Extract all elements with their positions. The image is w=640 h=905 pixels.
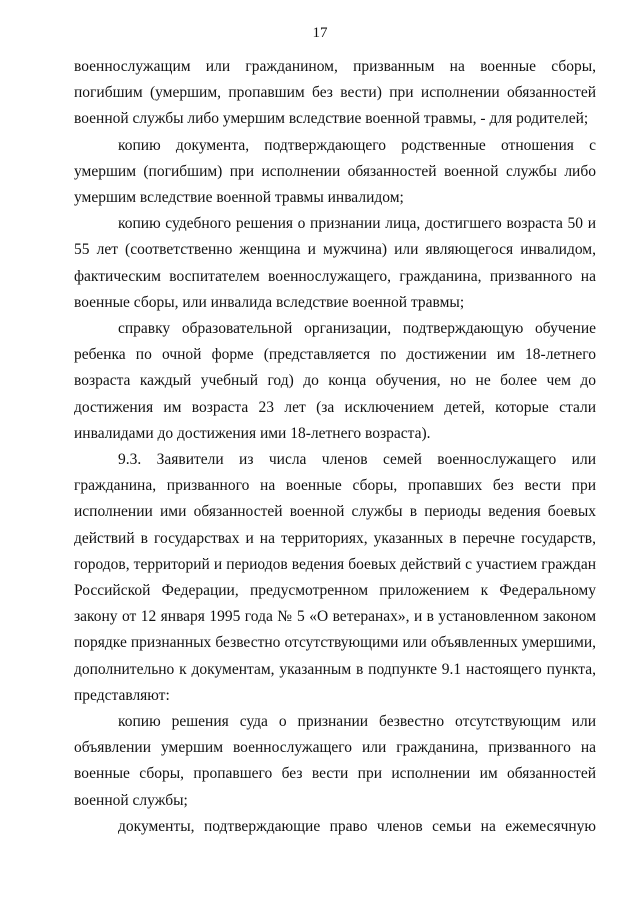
paragraph-documents-right: документы, подтверждающие право членов семьи на ежемесячную	[118, 817, 596, 835]
paragraph-section-9-3: 9.3. Заявители из числа членов семей военнослужащего или гражданина, призванного на военные сборы, пропавших без вести при исполнении ими обязанностей военной службы в периоды ведения боевых действий в государствах и на территориях, указанных в перечне государств, городов, территорий и периодов ведения боевых действий с участием граждан Российской Федерации, предусмотренном приложением к Федеральному закону от 12 января 1995 года № 5 «О ветеранах», и в установленном законом порядке признанных безвестно отсутствующими или объявленных умершими, дополнительно к документам, указанным в подпункте 9.1 настоящего пункта, представляют:	[74, 451, 596, 704]
paragraph-court-decision: копию судебного решения о признании лица, достигшего возраста 50 и 55 лет (соответственно женщина и мужчина) или являющегося инвалидом, фактическим воспитателем военнослужащего, гражданина, призванного на военные сборы, или инвалида вследствие военной травмы;	[74, 215, 596, 311]
page-number: 17	[312, 25, 328, 41]
paragraph-continuation: военнослужащим или гражданином, призванным на военные сборы, погибшим (умершим, пропавшим без вести) при исполнении обязанностей военной службы либо умершим вследствие военной травмы, - для родителей;	[74, 58, 596, 128]
paragraph-education-certificate: справку образовательной организации, подтверждающую обучение ребенка по очной форме (представляется по достижении им 18-летнего возраста каждый учебный год) до конца обучения, но не более чем до достижения им возраста 23 лет (за исключением детей, которые стали инвалидами до достижения ими 18-летнего возраста).	[74, 320, 596, 442]
paragraph-relationship-document: копию документа, подтверждающего родственные отношения с умершим (погибшим) при исполнении обязанностей военной службы либо умершим вследствие военной травмы инвалидом;	[74, 136, 596, 207]
document-body	[74, 54, 596, 840]
paragraph-court-decision-missing: копию решения суда о признании безвестно отсутствующим или объявлении умершим военнослужащего или гражданина, призванного на военные сборы, пропавшего без вести при исполнении им обязанностей военной службы;	[74, 713, 596, 809]
